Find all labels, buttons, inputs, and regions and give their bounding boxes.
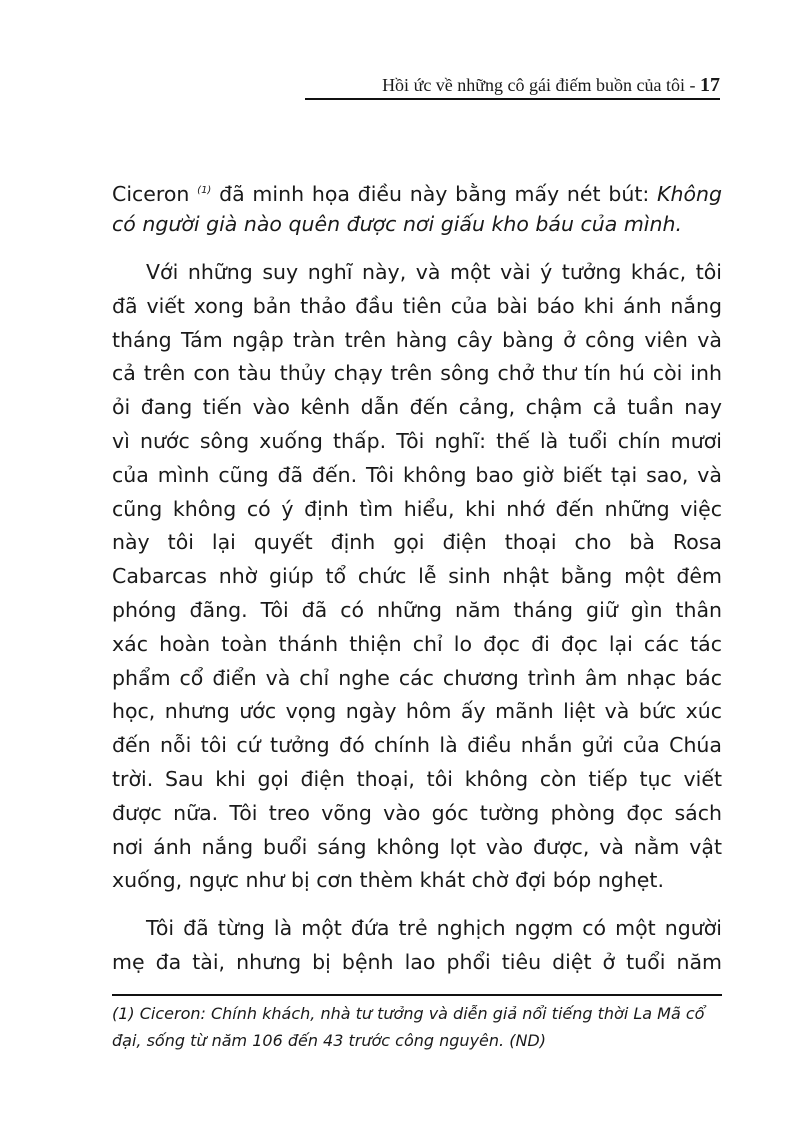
text-line: cả trên con tàu thủy chạy trên sông chở thư tín hú còi inh	[112, 361, 722, 386]
text-line: nơi ánh nắng buổi sáng không lọt vào được, và nằm vật	[112, 834, 722, 859]
paragraph-1	[112, 174, 722, 242]
running-header	[305, 74, 720, 100]
text-line: vì nước sông xuống thấp. Tôi nghĩ: thế là tuổi chín mươi	[112, 428, 722, 453]
text-line	[112, 208, 722, 242]
text-line: đã viết xong bản thảo đầu tiên của bài báo khi ánh nắng	[112, 293, 722, 318]
footnote-line: (1) Ciceron: Chính khách, nhà tư tưởng và diễn giả nổi tiếng thời La Mã cổ	[112, 1004, 705, 1023]
page-number: 17	[700, 74, 720, 96]
footnote	[112, 1000, 722, 1054]
footnote-line: đại, sống từ năm 106 đến 43 trước công nguyên. (ND)	[112, 1031, 546, 1050]
paragraph-3	[112, 912, 722, 980]
text-line: đến nỗi tôi cứ tưởng đó chính là điều nhắn gửi của Chúa	[112, 733, 722, 758]
text-line: mẹ đa tài, nhưng bị bệnh lao phổi tiêu diệt ở tuổi năm	[112, 949, 722, 974]
text-line: của mình cũng đã đến. Tôi không bao giờ biết tại sao, và	[112, 462, 722, 487]
text-line: xuống, ngực như bị cơn thèm khát chờ đợi bóp nghẹt.	[112, 868, 664, 893]
text-line: tháng Tám ngập tràn trên hàng cây bàng ở công viên và	[112, 327, 722, 352]
text-span: đã minh họa điều này bằng mấy nét bút:	[211, 182, 658, 206]
text-line: cũng không có ý định tìm hiểu, khi nhớ đến những việc	[112, 496, 722, 521]
quote-text: có người già nào quên được nơi giấu kho báu của mình.	[112, 211, 682, 236]
text-line: Với những suy nghĩ này, và một vài ý tưởng khác, tôi	[146, 260, 722, 284]
footnote-reference: (1)	[197, 185, 212, 196]
text-line: phóng đãng. Tôi đã có những năm tháng giữ gìn thân	[112, 597, 722, 622]
text-line: trời. Sau khi gọi điện thoại, tôi không còn tiếp tục viết	[112, 766, 722, 791]
text-span: Ciceron	[112, 182, 198, 206]
text-line: xác hoàn toàn thánh thiện chỉ lo đọc đi đọc lại các tác	[112, 631, 722, 656]
text-line: được nữa. Tôi treo võng vào góc tường phòng đọc sách	[112, 800, 722, 825]
text-line: Cabarcas nhờ giúp tổ chức lễ sinh nhật bằng một đêm	[112, 564, 722, 589]
text-line: ỏi đang tiến vào kênh dẫn đến cảng, chậm cả tuần nay	[112, 395, 722, 420]
text-line: này tôi lại quyết định gọi điện thoại cho bà Rosa	[112, 530, 722, 555]
quote-text: Không	[657, 182, 723, 206]
running-header-title: Hồi ức về những cô gái điếm buồn của tôi -	[382, 75, 700, 95]
text-line: phẩm cổ điển và chỉ nghe các chương trình âm nhạc bác	[112, 665, 722, 690]
text-line	[112, 174, 722, 208]
text-line: Tôi đã từng là một đứa trẻ nghịch ngợm có một người	[146, 916, 722, 940]
footnote-divider	[112, 994, 722, 996]
paragraph-2	[112, 256, 722, 898]
text-line: học, nhưng ước vọng ngày hôm ấy mãnh liệt và bức xúc	[112, 699, 722, 724]
